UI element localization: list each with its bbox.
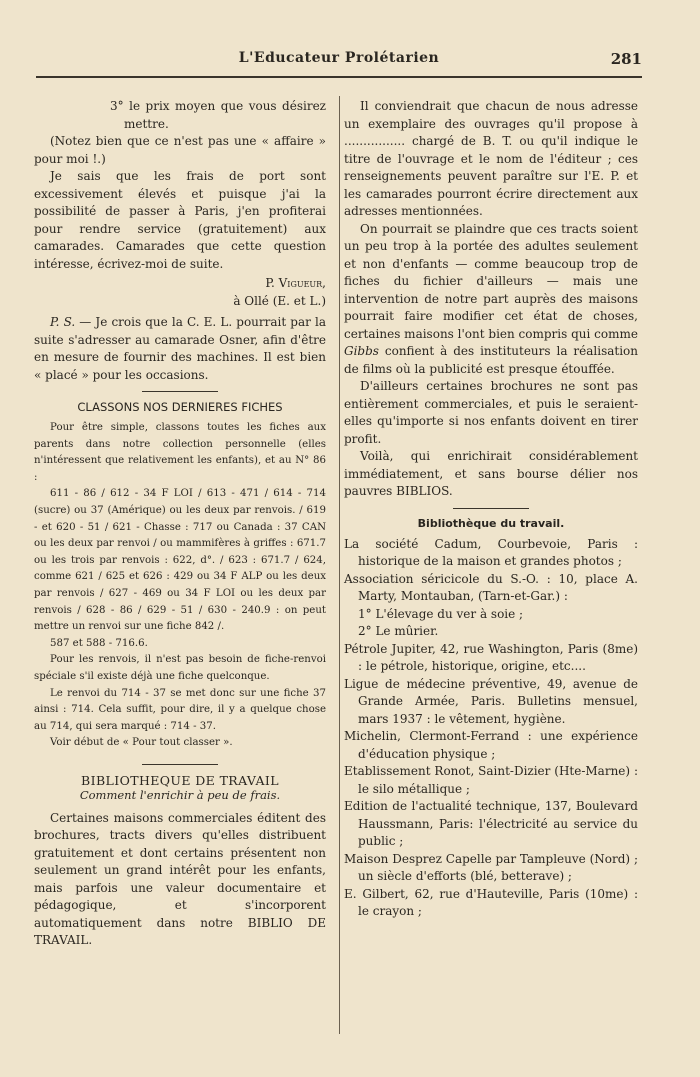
list-item: Ligue de médecine préventive, 49, avenue de Grande Armée, Paris. Bulletins mensuel, mars 1937 : le vêtement, hygiène. [344, 676, 638, 726]
signature-place: à Ollé (E. et L.) [233, 293, 326, 308]
brand-name: Gibbs [344, 344, 379, 358]
section-heading: CLASSONS NOS DERNIERES FICHES [77, 400, 283, 414]
signature-name: P. Vigueur, [265, 276, 326, 290]
right-column [344, 98, 638, 921]
paragraph: Voilà, qui enrichirait considérablement immédiatement, et sans bourse délier nos pauvres BIBLIOS. [344, 449, 638, 498]
postscript-text: — Je crois que la C. E. L. pourrait par la suite s'adresser au camarade Osner, afin d'être en mesure de fournir des machines. Il est bien « placé » pour les occasions. [34, 315, 326, 382]
paragraph: D'ailleurs certaines brochures ne sont pas entièrement commerciales, et puis le seraient-elles qu'importe si nos enfants doivent en tirer profit. [344, 379, 638, 446]
paragraph: Je sais que les frais de port sont excessivement élevés et puisque j'ai la possibilité de passer à Paris, j'en profiterai pour rendre service (gratuitement) aux camarades. Camarades que cette question intéresse, écrivez-moi de suite. [34, 169, 326, 271]
journal-title: L'Educateur Prolétarien [238, 50, 440, 66]
list-item: Pétrole Jupiter, 42, rue Washington, Paris (8me) : le pétrole, historique, origine, etc.... [344, 641, 638, 673]
paragraph: Pour être simple, classons toutes les fiches aux parents dans notre collection personnelle (elles n'intéressent que relativement les enfants), et au N° 86 : [34, 422, 326, 483]
list-item: La société Cadum, Courbevoie, Paris : historique de la maison et grandes photos ; [344, 536, 638, 568]
page-header [36, 50, 642, 74]
list-item: Maison Desprez Capelle par Tampleuve (Nord) ; un siècle d'efforts (blé, betterave) ; [344, 851, 638, 883]
paragraph: Voir début de « Pour tout classer ». [50, 737, 233, 749]
separator [453, 508, 529, 509]
list-item: Edition de l'actualité technique, 137, Boulevard Haussmann, Paris: l'électricité au service du public ; [344, 799, 638, 848]
column-divider [339, 96, 340, 1034]
section-heading: Bibliothèque du travail. [417, 516, 565, 530]
left-column [34, 98, 326, 950]
postscript [34, 314, 326, 384]
paragraph: Certaines maisons commerciales éditent des brochures, tracts divers qu'elles distribuent gratuitement et dont certains présentent non seulement un grand intérêt pour les enfants, mais parfois une valeur documentaire et pédagogique, et s'incorporent automatiquement dans notre BIBLIO DE TRAVAIL. [34, 810, 326, 948]
postscript-label: P. S. [50, 315, 76, 329]
paragraph: Le renvoi du 714 - 37 se met donc sur une fiche 37 ainsi : 714. Cela suffit, pour dire, il y a quelque chose au 714, qui sera marqué : 714 - 37. [34, 687, 326, 732]
list-item: 2° Le mûrier. [358, 624, 439, 638]
paragraph: On pourrait se plaindre que ces tracts soient un peu trop à la portée des adultes seulement et non d'enfants — comme beaucoup trop de fiches du fichier d'ailleurs — mais une intervention de notre part auprès des maisons pourrait faire modifier cet état de choses, certaines maisons l'ont bien compris qui comme Gibbs confient à des instituteurs la réalisation de films où la publicité est presque étouffée. [344, 221, 638, 376]
list-item: Association séricicole du S.-O. : 10, place A. Marty, Montauban, (Tarn-et-Gar.) : [344, 571, 638, 603]
paragraph: Pour les renvois, il n'est pas besoin de fiche-renvoi spéciale s'il existe déjà une fiche quelconque. [34, 654, 326, 682]
paragraph: Il conviendrait que chacun de nous adresse un exemplaire des ouvrages qu'il propose à ................ chargé de B. T. ou qu'il indique le titre de l'ouvrage et le nom de l'éditeur ; ces renseignements peuvent paraître sur l'E. P. et les camarades pourront écrire directement aux adresses mentionnées. [344, 99, 638, 218]
list-item: Michelin, Clermont-Ferrand : une expérience d'éducation physique ; [344, 729, 638, 761]
list-item: Etablissement Ronot, Saint-Dizier (Hte-Marne) : le silo métallique ; [344, 764, 638, 796]
list-item: E. Gilbert, 62, rue d'Hauteville, Paris (10me) : le crayon ; [344, 886, 638, 918]
address-list [344, 536, 638, 921]
list-item: 1° L'élevage du ver à soie ; [358, 606, 524, 621]
paragraph: (Notez bien que ce n'est pas une « affaire » pour moi !.) [34, 134, 326, 166]
separator [142, 764, 218, 765]
header-rule [36, 76, 642, 78]
separator [142, 391, 218, 392]
section-heading: BIBLIOTHEQUE DE TRAVAIL [81, 772, 279, 788]
paragraph: 3° le prix moyen que vous désirez mettre. [110, 99, 326, 131]
paragraph: 611 - 86 / 612 - 34 F LOI / 613 - 471 / 614 - 714 (sucre) ou 37 (Amérique) ou les deux par renvois. / 619 - et 620 - 51 / 621 - Chasse : 717 ou Canada : 37 CAN ou les deux par renvoi / ou mammifères à griffes : 671.7 ou les trois par renvois : 622, d°. / 623 : 671.7 / 624, comme 621 / 625 et 626 : 429 ou 34 F ALP ou les deux par renvois / 627 - 469 ou 34 F LOI ou les deux par renvois / 628 - 86 / 629 - 51 / 630 - 240.9 : on peut mettre un renvoi sur une fiche 842 /. [34, 488, 326, 633]
section-subheading: Comment l'enrichir à peu de frais. [79, 787, 281, 802]
paragraph: 587 et 588 - 716.6. [50, 637, 148, 649]
page-number: 281 [610, 50, 642, 68]
